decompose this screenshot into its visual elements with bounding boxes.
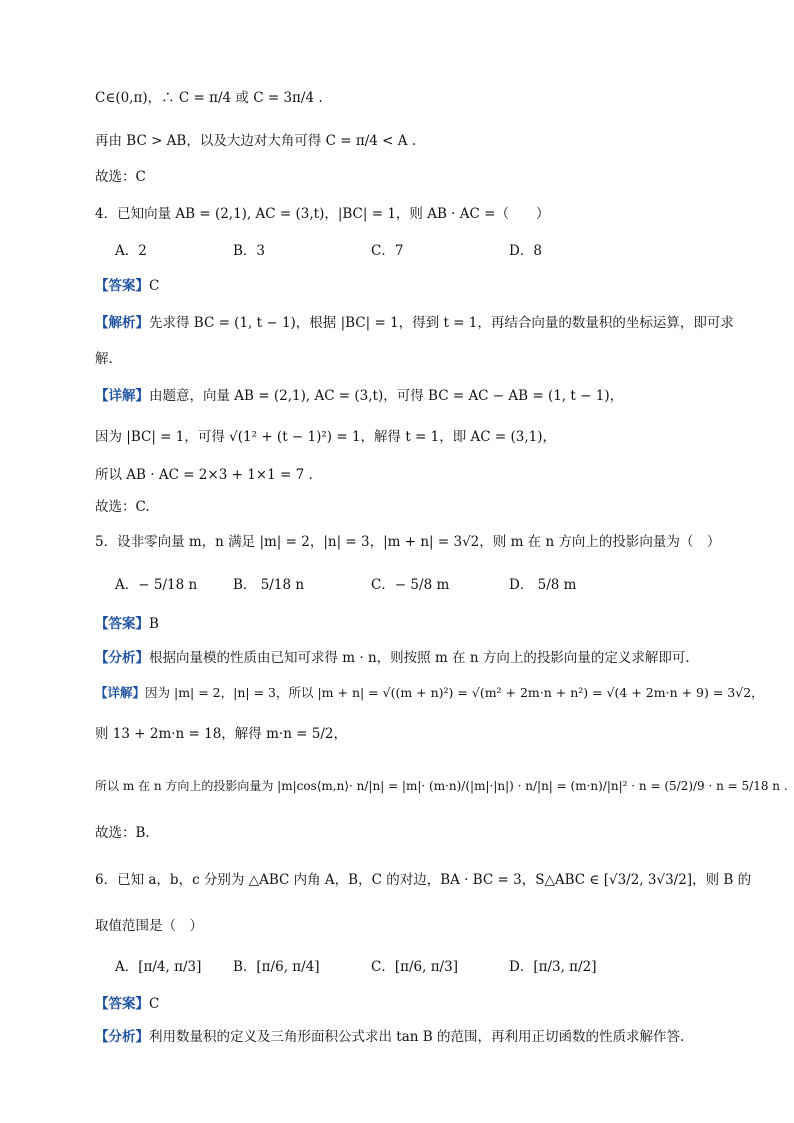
option-d: D．8 xyxy=(509,243,542,259)
option-b: B．[π/6, π/4] xyxy=(233,959,320,975)
text-line: 故选：C xyxy=(95,169,146,185)
option-c: C．− 5/8 m xyxy=(371,577,450,593)
option-a: A．− 5/18 n xyxy=(115,577,198,593)
analysis-line xyxy=(95,313,734,333)
question-6: 6．已知 a，b，c 分别为 △ABC 内角 A，B，C 的对边，BA · BC = 3，S△ABC ∈ [√3/2, 3√3/2]，则 B 的 xyxy=(95,872,752,888)
answer-value: C xyxy=(149,996,160,1012)
detail-text: 由题意，向量 AB = (2,1), AC = (3,t)，可得 BC = AC − AB = (1, t − 1)， xyxy=(149,388,624,404)
detail-tag: 【详解】 xyxy=(95,685,146,700)
answer-line xyxy=(95,994,159,1014)
text-line: 所以 m 在 n 方向上的投影向量为 |m|cos⟨m,n⟩· n/|n| = |m|· (m·n)/(|m|·|n|) · n/|n| = (m·n)/|n|² · n = (5/2)/9 · n = 5/18 n . xyxy=(95,779,788,793)
answer-value: B xyxy=(149,616,159,632)
text-line: 则 13 + 2m·n = 18，解得 m·n = 5/2， xyxy=(95,726,348,742)
text-line: 故选：C. xyxy=(95,499,150,515)
option-d: D．[π/3, π/2] xyxy=(509,959,597,975)
analysis-line xyxy=(95,1027,684,1047)
answer-line xyxy=(95,276,159,296)
option-c: C．7 xyxy=(371,243,404,259)
analysis-tag: 【解析】 xyxy=(95,315,149,331)
text-line: 再由 BC > AB，以及大边对大角可得 C = π/4 < A . xyxy=(95,133,417,149)
option-d: D． 5/8 m xyxy=(509,577,577,593)
detail-line xyxy=(95,683,764,703)
answer-tag: 【答案】 xyxy=(95,996,149,1012)
option-b: B．3 xyxy=(233,243,266,259)
text-line: 故选：B. xyxy=(95,825,150,841)
analysis-text: 先求得 BC = (1, t − 1)，根据 |BC| = 1，得到 t = 1，再结合向量的数量积的坐标运算，即可求 xyxy=(149,315,734,331)
detail-line xyxy=(95,386,623,406)
option-a: A．2 xyxy=(115,243,147,259)
option-b: B． 5/18 n xyxy=(233,577,305,593)
analysis-tag: 【分析】 xyxy=(95,650,149,666)
question-4: 4．已知向量 AB = (2,1), AC = (3,t)，|BC| = 1，则 AB · AC =（ ） xyxy=(95,206,550,222)
answer-value: C xyxy=(149,278,160,294)
analysis-text: 根据向量模的性质由已知可求得 m · n，则按照 m 在 n 方向上的投影向量的定义求解即可. xyxy=(149,650,690,666)
answer-line xyxy=(95,614,159,634)
detail-text: 因为 |m| = 2，|n| = 3，所以 |m + n| = √((m + n)²) = √(m² + 2m·n + n²) = √(4 + 2m·n + 9) = 3√2， xyxy=(145,685,764,700)
text-line: 因为 |BC| = 1，可得 √(1² + (t − 1)²) = 1，解得 t = 1，即 AC = (3,1)， xyxy=(95,429,556,445)
text-line: 取值范围是（ ） xyxy=(95,918,203,934)
detail-tag: 【详解】 xyxy=(95,388,149,404)
answer-tag: 【答案】 xyxy=(95,616,149,632)
text-line: C∈(0,π)，∴ C = π/4 或 C = 3π/4 . xyxy=(95,90,323,106)
text-line: 解. xyxy=(95,351,113,367)
option-a: A．[π/4, π/3] xyxy=(115,959,202,975)
analysis-line xyxy=(95,648,690,668)
text-line: 所以 AB · AC = 2×3 + 1×1 = 7 . xyxy=(95,467,313,483)
question-5: 5．设非零向量 m，n 满足 |m| = 2，|n| = 3，|m + n| = 3√2，则 m 在 n 方向上的投影向量为（ ） xyxy=(95,534,721,550)
option-c: C．[π/6, π/3] xyxy=(371,959,458,975)
analysis-tag: 【分析】 xyxy=(95,1029,149,1045)
answer-tag: 【答案】 xyxy=(95,278,149,294)
analysis-text: 利用数量积的定义及三角形面积公式求出 tan B 的范围，再利用正切函数的性质求解作答. xyxy=(149,1029,685,1045)
